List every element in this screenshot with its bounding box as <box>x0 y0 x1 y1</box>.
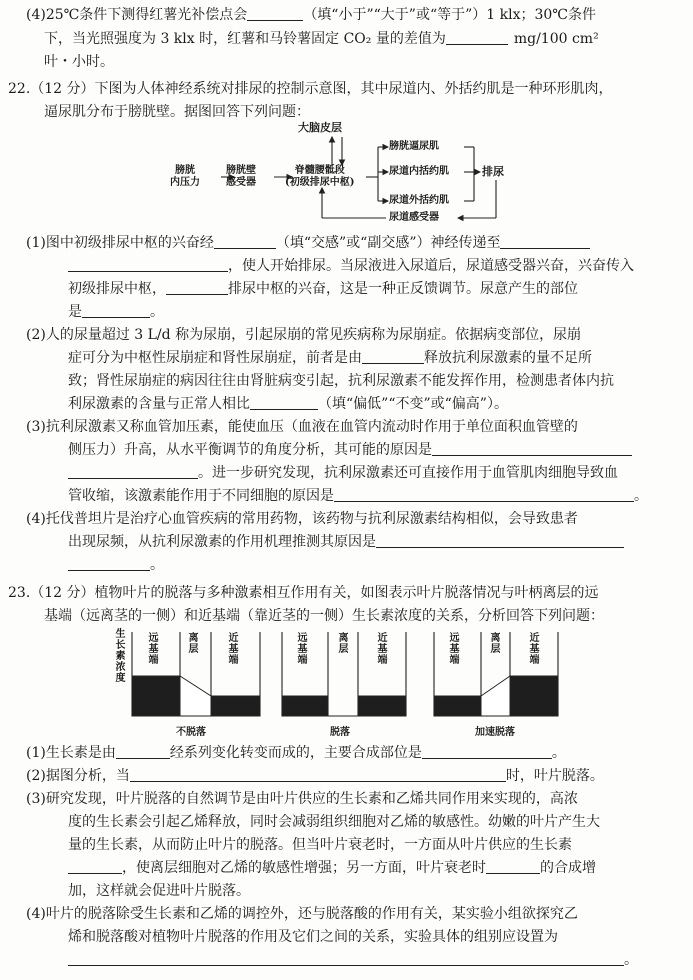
q23-3-line3: 量的生长素，从而防止叶片的脱落。但当叶片衰老时，一方面从叶片供应的生长素 <box>68 837 572 853</box>
q22-2-line3: 致；肾性尿崩症的病因往往由肾脏病变引起，抗利尿激素不能发挥作用，检测患者体内抗 <box>68 373 614 389</box>
q22-3-line1: (3)抗利尿激素又称血管加压素，能使血压（血液在血管内流动时作用于单位面积血管壁的 <box>26 419 578 435</box>
q22-intro: 逼尿肌分布于膀胱壁。据图回答下列问题： <box>44 104 310 120</box>
y-axis-label: 生长素浓度 <box>113 628 124 683</box>
label-near-end: 近基端 <box>375 632 386 665</box>
answer-blank[interactable] <box>362 349 424 364</box>
q23-intro: 基端（远离茎的一侧）和近基端（靠近茎的一侧）生长素浓度的关系，分析回答下列问题： <box>44 608 604 624</box>
answer-blank[interactable] <box>500 234 590 249</box>
q22-4-line1: (4)托伐普坦片是治疗心血管疾病的常用药物，该药物与抗利尿激素结构相似，会导致患者 <box>26 511 578 527</box>
answer-blank[interactable] <box>166 280 228 295</box>
answer-blank[interactable] <box>68 556 150 571</box>
answer-blank[interactable] <box>68 951 624 966</box>
q22-2-line1: (2)人的尿量超过 3 L/d 称为尿崩，引起尿崩的常见疾病称为尿崩症。依据病变部位，尿崩 <box>26 327 582 343</box>
answer-blank[interactable] <box>247 6 303 21</box>
label-abscission-layer: 离层 <box>336 632 347 654</box>
node-urination: 排尿 <box>482 165 504 178</box>
q22-1-line4: 是 。 <box>68 304 164 320</box>
label-near-end: 近基端 <box>226 632 237 665</box>
node-inner-sphincter: 尿道内括约肌 <box>389 166 449 177</box>
answer-blank[interactable] <box>68 464 198 479</box>
answer-blank[interactable] <box>376 533 624 548</box>
label-near-end: 近基端 <box>527 632 538 665</box>
q22-3-line3: 。进一步研究发现，抗利尿激素还可直接作用于血管肌肉细胞导致血 <box>68 464 618 482</box>
label-abscission-layer: 离层 <box>488 632 499 654</box>
q22-1-line3: 初级排尿中枢， 排尿中枢的兴奋，这是一种正反馈调节。尿意产生的部位 <box>68 281 578 297</box>
q22-2-line4: 利尿激素的含量与正常人相比 （填“偏低”“不变”或“偏高”）。 <box>68 396 508 412</box>
node-urethra-receptor: 尿道感受器 <box>389 212 439 223</box>
q22-2-line2: 症可分为中枢性尿崩症和肾性尿崩症，前者是由 释放抗利尿激素的量不足所 <box>68 350 592 366</box>
q23-1-line: (1)生长素是由 经系列变化转变而成的，主要合成部位是 。 <box>26 745 566 761</box>
q23-4-line3: 。 <box>68 951 638 969</box>
q23-3-line4: ，使离层细胞对乙烯的敏感性增强；另一方面，叶片衰老时 的合成增 <box>68 859 596 877</box>
panel-caption-abscission: 脱落 <box>330 727 350 738</box>
q22-3-line4: 管收缩，该激素能作用于不同细胞的原因是 。 <box>68 488 648 504</box>
q22-4-line3: 。 <box>68 556 164 574</box>
answer-blank[interactable] <box>486 859 540 874</box>
node-detrusor: 膀胱逼尿肌 <box>389 141 439 152</box>
answer-blank[interactable] <box>116 744 170 759</box>
q23-4-line2: 烯和脱落酸对植物叶片脱落的作用及它们之间的关系，实验具体的组别应设置为 <box>68 929 558 945</box>
q22-3-line2: 侧压力）升高，从水平衡调节的角度分析，其可能的原因是 <box>68 441 632 459</box>
label-far-end: 远基端 <box>146 632 157 665</box>
answer-blank[interactable] <box>446 30 508 45</box>
node-bladder-pressure: 膀胱 内压力 <box>170 165 200 188</box>
node-bladder-receptor: 膀胱壁 感受器 <box>226 165 256 188</box>
q23-4-line1: (4)叶片的脱落除受生长素和乙烯的调控外，还与脱落酸的作用有关，某实验小组欲探究乙 <box>26 906 578 922</box>
answer-blank[interactable] <box>250 395 318 410</box>
answer-blank[interactable] <box>68 257 228 272</box>
q22-1-line1: (1)图中初级排尿中枢的兴奋经 （填“交感”或“副交感”）神经传递至 <box>26 234 590 252</box>
q23-3-line2: 度的生长素会引起乙烯释放，同时会减弱组织细胞对乙烯的敏感性。幼嫩的叶片产生大 <box>68 814 600 830</box>
q21-4-line2: 下，当光照强度为 3 klx 时，红薯和马铃薯固定 CO₂ 量的差值为 mg/100 cm² <box>44 31 599 47</box>
node-cerebral-cortex: 大脑皮层 <box>298 121 342 134</box>
panel-caption-no-abscission: 不脱落 <box>176 727 206 738</box>
q23-intro: 23.（12 分）植物叶片的脱落与多种激素相互作用有关，如图表示叶片脱落情况与叶柄离层的远 <box>8 585 599 601</box>
answer-blank[interactable] <box>422 744 552 759</box>
label-abscission-layer: 离层 <box>186 632 197 654</box>
q22-intro: 22.（12 分）下图为人体神经系统对排尿的控制示意图，其中尿道内、外括约肌是一种环形肌肉， <box>8 81 613 97</box>
q23-2-line: (2)据图分析，当 时，叶片脱落。 <box>26 768 604 784</box>
answer-blank[interactable] <box>432 441 632 456</box>
q21-4-line1: (4)25℃条件下测得红薯光补偿点会 （填“小于”“大于”或“等于”）1 klx；30℃条件 <box>26 7 596 23</box>
q21-4-line3: 叶・小时。 <box>44 54 114 70</box>
answer-blank[interactable] <box>68 859 122 874</box>
q23-3-line1: (3)研究发现，叶片脱落的自然调节是由叶片供应的生长素和乙烯共同作用来实现的，高浓 <box>26 791 578 807</box>
label-far-end: 远基端 <box>447 632 458 665</box>
q23-3-line5: 加，这样就会促进叶片脱落。 <box>68 883 250 899</box>
label-far-end: 远基端 <box>295 632 306 665</box>
answer-blank[interactable] <box>82 303 150 318</box>
node-spinal-center: 脊髓腰骶段 (初级排尿中枢) <box>285 165 355 188</box>
node-outer-sphincter: 尿道外括约肌 <box>389 195 449 206</box>
q22-1-line2: ，使人开始排尿。当尿液进入尿道后，尿道感受器兴奋，兴奋传入 <box>68 257 634 275</box>
q22-4-line2: 出现尿频，从抗利尿激素的作用机理推测其原因是 <box>68 533 624 551</box>
answer-blank[interactable] <box>334 487 634 502</box>
panel-caption-accelerated: 加速脱落 <box>475 727 515 738</box>
answer-blank[interactable] <box>130 767 506 782</box>
answer-blank[interactable] <box>214 234 276 249</box>
